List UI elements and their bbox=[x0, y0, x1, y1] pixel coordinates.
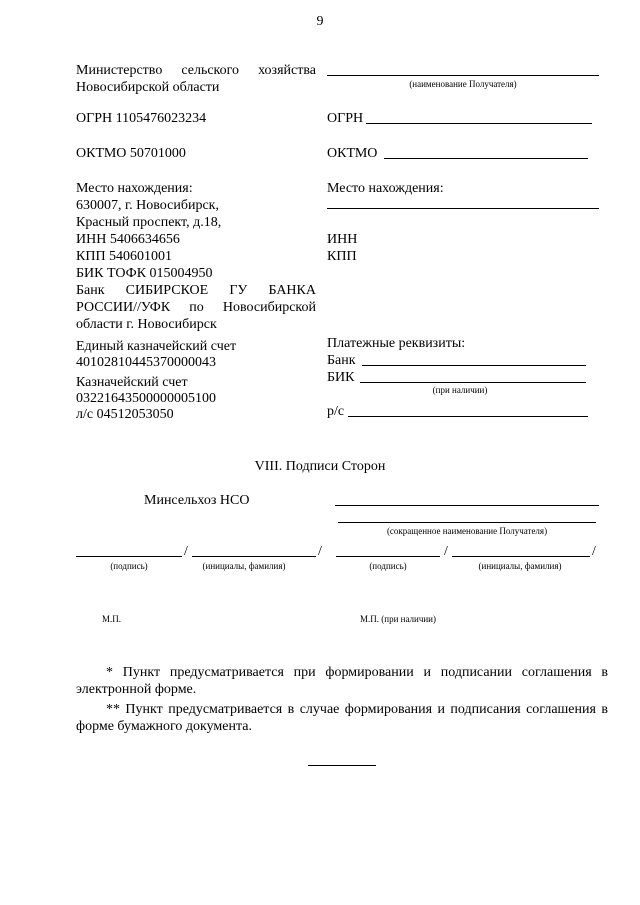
end-separator-line bbox=[308, 765, 376, 766]
right-signature-line bbox=[336, 556, 440, 557]
ministry-bank-line3: области г. Новосибирск bbox=[76, 317, 217, 332]
recipient-bank-line bbox=[362, 365, 586, 366]
ministry-kpp: КПП 540601001 bbox=[76, 249, 173, 264]
ministry-name-line1: Министерство сельского хозяйства bbox=[76, 63, 316, 78]
treasury-account-label: Казначейский счет bbox=[76, 375, 188, 390]
recipient-bank-label: Банк bbox=[327, 353, 356, 368]
payment-details-label: Платежные реквизиты: bbox=[327, 336, 466, 351]
recipient-location-label: Место нахождения: bbox=[327, 181, 444, 196]
section-title: VIII. Подписи Сторон bbox=[254, 459, 386, 474]
stamp-right-label: М.П. (при наличии) bbox=[360, 614, 436, 624]
right-slash-1: / bbox=[444, 544, 448, 559]
ministry-address-line1: 630007, г. Новосибирск, bbox=[76, 198, 219, 213]
right-signature-caption: (подпись) bbox=[369, 561, 407, 571]
recipient-name-line bbox=[327, 75, 599, 76]
footnote-1: * Пункт предусматривается при формировании и подписании соглашения в электронной форме. bbox=[76, 665, 608, 697]
right-party-name-line1 bbox=[335, 505, 599, 506]
left-initials-caption: (инициалы, фамилия) bbox=[202, 561, 286, 571]
ministry-address-line2: Красный проспект, д.18, bbox=[76, 215, 222, 230]
footnote-2: ** Пункт предусматривается в случае формирования и подписания соглашения в форме бумажного документа. bbox=[76, 702, 608, 734]
recipient-name-caption: (наименование Получателя) bbox=[409, 79, 517, 89]
recipient-ogrn-label: ОГРН bbox=[327, 111, 364, 126]
treasury-account-number: 03221643500000005100 bbox=[76, 391, 216, 406]
stamp-left-label: М.П. bbox=[102, 614, 122, 624]
left-signature-caption: (подпись) bbox=[110, 561, 148, 571]
left-party-name: Минсельхоз НСО bbox=[144, 493, 250, 508]
single-account-number: 40102810445370000043 bbox=[76, 355, 216, 370]
left-signature-line bbox=[76, 556, 182, 557]
recipient-bik-label: БИК bbox=[327, 370, 355, 385]
recipient-location-line bbox=[327, 208, 599, 209]
ministry-bank-line1: Банк СИБИРСКОЕ ГУ БАНКА bbox=[76, 283, 316, 298]
right-initials-line bbox=[452, 556, 590, 557]
recipient-rs-label: р/с bbox=[327, 404, 345, 419]
left-slash-2: / bbox=[318, 544, 322, 559]
ministry-location-label: Место нахождения: bbox=[76, 181, 193, 196]
recipient-ogrn-line bbox=[366, 123, 592, 124]
right-slash-2: / bbox=[592, 544, 596, 559]
ministry-bik: БИК ТОФК 015004950 bbox=[76, 266, 213, 281]
recipient-kpp-label: КПП bbox=[327, 249, 357, 264]
recipient-bik-line bbox=[360, 382, 586, 383]
left-initials-line bbox=[192, 556, 316, 557]
left-slash-1: / bbox=[184, 544, 188, 559]
bik-if-any-caption: (при наличии) bbox=[432, 385, 488, 395]
recipient-oktmo-label: ОКТМО bbox=[327, 146, 378, 161]
right-party-name-line2 bbox=[338, 522, 596, 523]
ministry-bank-line2: РОССИИ//УФК по Новосибирской bbox=[76, 300, 316, 315]
short-name-caption: (сокращенное наименование Получателя) bbox=[386, 526, 548, 536]
ministry-inn: ИНН 5406634656 bbox=[76, 232, 180, 247]
ministry-name-line2: Новосибирской области bbox=[76, 80, 220, 95]
single-account-label: Единый казначейский счет bbox=[76, 339, 237, 354]
page-number: 9 bbox=[316, 14, 324, 29]
ministry-ogrn: ОГРН 1105476023234 bbox=[76, 111, 207, 126]
personal-account: л/с 04512053050 bbox=[76, 407, 174, 422]
right-initials-caption: (инициалы, фамилия) bbox=[478, 561, 562, 571]
recipient-oktmo-line bbox=[384, 158, 588, 159]
recipient-inn-label: ИНН bbox=[327, 232, 358, 247]
ministry-oktmo: ОКТМО 50701000 bbox=[76, 146, 186, 161]
recipient-rs-line bbox=[348, 416, 588, 417]
